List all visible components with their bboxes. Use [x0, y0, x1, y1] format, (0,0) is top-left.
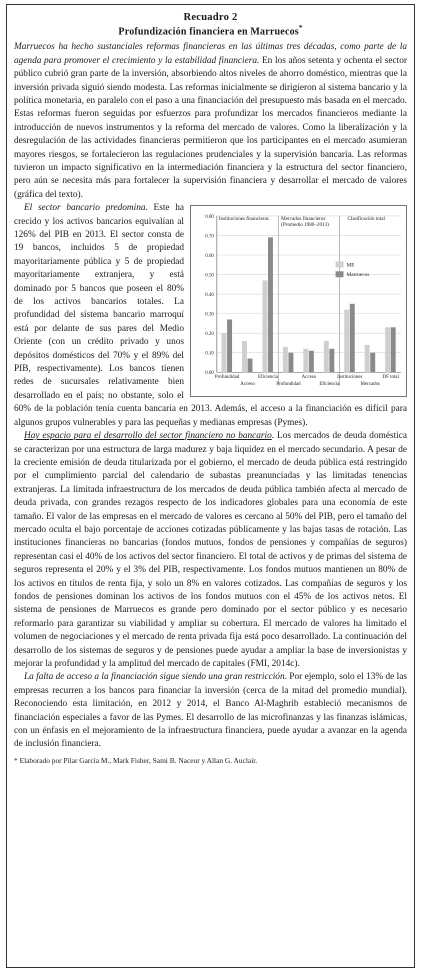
x-tick-label: Profundidad	[214, 375, 240, 381]
legend-swatch	[336, 262, 344, 268]
y-tick-label: 0.60	[205, 254, 214, 260]
bar	[391, 328, 396, 373]
group-label-instituciones: Instituciones financieras	[218, 216, 269, 223]
paragraph-4-text: . Por ejemplo, solo el 13% de las empresas recurren a los bancos para financiar la inversión (cerca de la mitad del promedio mundial). Reconociendo esta limitación, en 2012 y 2014, el Banco Al-Maghrib estableció mecanismos de financiación especiales a favor de las Pymes. El desarrollo de las microfinanzas y las finanzas islámicas, con un énfasis en el mejoramiento de la infraestructura financiera, puede ayudar a avanzar en la agenda de inclusión financiera.	[14, 672, 407, 750]
bar	[268, 238, 273, 373]
paragraph-4-lead: La falta de acceso a la financiación sigue siendo una gran restricción	[24, 672, 285, 683]
intro-paragraph	[14, 41, 407, 202]
x-tick-label: Instituciones	[337, 375, 363, 381]
paragraph-1-start: En los años setenta y ochenta el sector público cubrió gran parte de la inversión, absorbiendo altos niveles de ahorro doméstico, mientras que la inversión privada siguió siendo modesta. Las reformas inicialmente se dirigieron al sistema bancario y la política monetaria, en paralelo con el paso a una financiación del presupuesto más basada en el mercado. Estas reformas fueron seguidas por esfuerzos para profundizar los mercados financieros mediante la introducción de nuevos instrumentos y la reforma del mercado de valores. Como la liberalización y la desregulación de las actividades financieras permitieron que los participantes en el mercado asumieran mayores riesgos, se fortalecieron las regulaciones prudenciales y la supervisión bancaria. Las reformas tuvieron un impacto significativo en la intermediación financiera y la estructura del sector financiero, pero aún se necesita más para fortalecer la supervisión financiera y desarrollar el mercado de valores (gráfica del texto).	[14, 55, 408, 200]
figure-chart	[190, 205, 407, 397]
box-frame	[6, 4, 415, 968]
bar	[370, 353, 375, 373]
legend-label: ME	[346, 262, 355, 269]
footnote-mark-2: *	[14, 755, 18, 765]
paragraph-2-lead: El sector bancario predomina	[24, 203, 146, 214]
bar	[365, 345, 370, 372]
chart-bars	[222, 238, 396, 373]
x-tick-label: Eficiencia	[257, 375, 278, 381]
bar	[324, 341, 329, 372]
paragraph-4	[14, 671, 407, 751]
bar	[288, 353, 293, 373]
bar	[242, 341, 247, 372]
y-tick-label: 0.50	[205, 273, 214, 279]
bar	[283, 347, 288, 372]
y-tick-label: 0.80	[205, 215, 214, 221]
group-label-mercados: Mercados financieros	[281, 216, 326, 223]
bar	[262, 281, 267, 373]
bar	[385, 328, 390, 373]
bar	[303, 349, 308, 372]
y-tick-label: 0.10	[205, 351, 214, 357]
bar	[344, 310, 349, 373]
x-tick-label: Mercados	[360, 382, 380, 388]
y-tick-label: 0.40	[205, 293, 214, 299]
footnote	[14, 756, 407, 766]
bar	[309, 351, 314, 372]
y-tick-label: 0.70	[205, 234, 214, 240]
legend-swatch	[336, 272, 344, 278]
bar	[227, 320, 232, 373]
legend-label: Marruecos	[346, 272, 370, 279]
y-tick-label: 0.00	[205, 371, 214, 377]
x-tick-label: Acceso	[301, 375, 317, 381]
x-tick-label: DF total	[382, 375, 399, 381]
box-subtitle	[14, 24, 407, 37]
x-tick-label: Profundidad	[276, 382, 301, 388]
paragraph-2-text: . Este ha crecido y los activos bancarios equivalían al 126% del PIB en 2013. El sector consta de 19 bancos, incluidos 5 de propiedad mayoritariamente pública y 5 de propiedad mayoritariamente extranjera, y está dominado por 5 bancos que poseen el 80% de los activos bancarios totales. La profundidad del sistema bancario marroquí está por delante de sus pares del Medio Oriente (con un crédito privado y unos depósitos domésticos del 70% y el 89% del PIB, respectivamente). Los bancos tienen redes de sucursales relativamente bien desarrollado en el país; no obstante, solo el 60% de la población tenía cuenta bancaria en 2013. Además, el acceso a la financiación es difícil para algunos grupos vulnerables y para las pequeñas y medianas empresas (Pymes).	[14, 203, 407, 428]
bar	[222, 333, 227, 372]
footnote-text: Elaborado por Pilar García M., Mark Fisher, Sami B. Naceur y Allan G. Auclair.	[19, 755, 258, 765]
box-title: Recuadro 2	[183, 12, 238, 23]
paragraph-3-lead: Hay espacio para el desarrollo del sector financiero no bancario	[24, 431, 272, 442]
intro-text: Marruecos ha hecho sustanciales reformas financieras en las últimas tres décadas, como parte de la agenda para promover el crecimiento y la estabilidad financiera.	[14, 42, 407, 66]
y-tick-label: 0.30	[205, 312, 214, 318]
group-label-total: Clasificación total	[347, 216, 385, 223]
bar	[350, 304, 355, 372]
box-subtitle-text: Profundización financiera en Marruecos	[118, 26, 299, 38]
y-tick-label: 0.20	[205, 332, 214, 338]
x-tick-label: Acceso	[240, 382, 255, 388]
footnote-mark: *	[298, 24, 303, 32]
paragraph-3-text: . Los mercados de deuda doméstica se caracterizan por una estructura de larga madurez y baja liquidez en el mercado secundario. A pesar de la creciente emisión de deuda titularizada por el gobierno, el mercado de deuda pública está restringido por el cumplimiento parcial del calendario de subastas preanunciadas y las limitadas tenencias extranjeras. La limitada infraestructura de los mercados de deuda pública también afecta al mercado de deuda privada, con grandes rezagos respecto de los indicadores globales para una economía de este tamaño. El valor de las empresas en el mercado de valores es cercano al 50% del PIB, pero el tamaño del mercado oculta el bajo porcentaje de acciones cotizadas públicamente y las bajas tasas de rotación. Las instituciones financieras no bancarias (fondos mutuos, fondos de pensiones y compañías de seguros) representan casi el 40% de los activos del sector financiero. El total de activos y de primas del sistema de seguros representa el 20% y el 3% del PIB, respectivamente. Los fondos mutuos mantienen un 80% de los activos en títulos de renta fija, y solo un 8% en valores cotizados. Las compañías de seguros y los fondos de pensiones dominan los activos de los fondos mutuos con el 45% de los activos netos. El sistema de pensiones de Marruecos es grande pero dominado por el sector público y es necesario reformarlo para garantizar su viabilidad y ampliar su cobertura. El mercado de valores ha limitado el volumen de negociaciones y el mercado de renta privada fija está poco desarrollado. La continuación del desarrollo de los sistemas de seguros y de pensiones puede ayudar a ampliar la base de inversionistas y mejorar la profundidad y la amplitud del mercado de capitales (FMI, 2014c).	[14, 431, 407, 670]
bar	[248, 359, 253, 373]
x-tick-label: Eficiencia	[319, 382, 340, 388]
bar	[329, 349, 334, 372]
group-label-mercados-period: (Promedio 1980–2013)	[281, 221, 329, 228]
paragraph-2	[14, 202, 407, 430]
paragraph-3	[14, 430, 407, 671]
